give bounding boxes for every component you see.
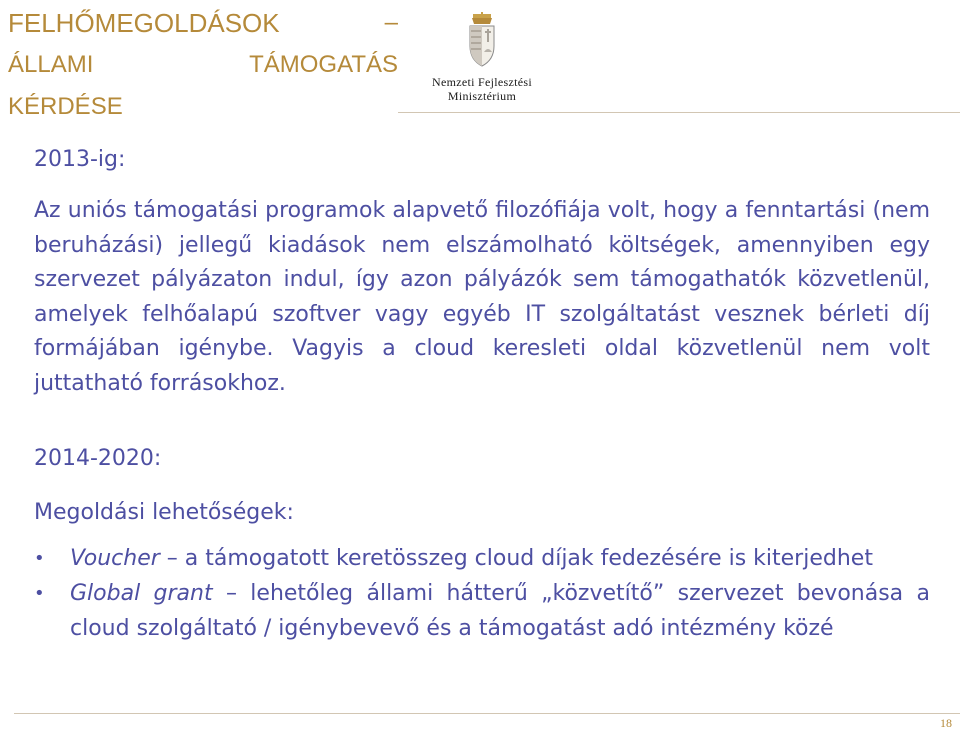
- footer-divider: [14, 713, 960, 714]
- section-1-heading: 2013-ig:: [34, 147, 126, 172]
- section-1-paragraph: Az uniós támogatási programok alapvető filozófiája volt, hogy a fenntartási (nem beruházási) jellegű kiadások nem elszámolható költségek, amennyiben egy szervezet pályázaton indul, így azon pályázók sem támogathatók közvetlenül, amelyek felhőalapú szoftver vagy egyéb IT szolgáltatást vesznek bérleti díj formájában igénybe. Vagyis a cloud keresleti oldal közvetlenül nem volt juttatható forrásokhoz.: [34, 198, 930, 396]
- bullet-term: Global grant: [70, 581, 213, 606]
- bullet-term: Voucher: [70, 546, 160, 571]
- title-line-2-right: TÁMOGATÁS: [249, 51, 398, 78]
- ministry-logo: [422, 12, 542, 103]
- logo-text-line-2: Minisztérium: [447, 89, 517, 103]
- bullet-icon: •: [34, 583, 45, 604]
- title-row-2: [8, 44, 398, 86]
- title-dash: –: [384, 9, 398, 36]
- logo-text-line-1: Nemzeti Fejlesztési: [431, 75, 532, 89]
- page-number: 18: [940, 716, 952, 730]
- bullet-icon: •: [34, 548, 45, 569]
- title-line-2-left: ÁLLAMI: [8, 51, 94, 78]
- bullet-item-global-grant: [34, 576, 930, 646]
- coat-of-arms-icon: [465, 12, 499, 70]
- title-line-3: KÉRDÉSE: [8, 93, 123, 120]
- bullet-item-voucher: [34, 541, 930, 576]
- header-divider: [398, 112, 960, 113]
- title-row-3: [8, 86, 398, 128]
- title-line-1: FELHŐMEGOLDÁSOK: [8, 8, 280, 38]
- bullet-text: – a támogatott keretösszeg cloud díjak fedezésére is kiterjedhet: [159, 546, 873, 571]
- section-2-subheading: Megoldási lehetőségek:: [34, 500, 294, 525]
- section-2-heading: 2014-2020:: [34, 446, 162, 471]
- title-row-1: [8, 2, 398, 44]
- bullet-text: – lehetőleg állami hátterű „közvetítő” szervezet bevonása a cloud szolgáltató / igénybevevő és a támogatást adó intézmény közé: [70, 581, 930, 641]
- slide-body: [34, 144, 930, 646]
- slide-title: [8, 2, 398, 128]
